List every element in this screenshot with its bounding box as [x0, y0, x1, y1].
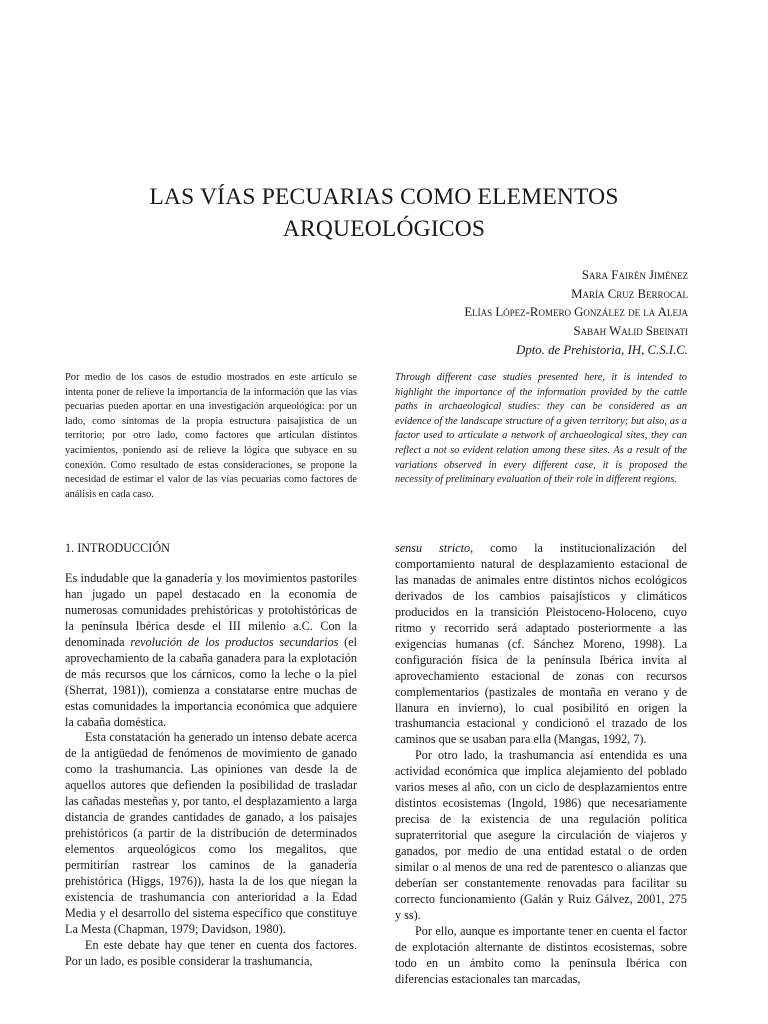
abstract-spanish: Por medio de los casos de estudio mostrados en este artículo se intenta poner de relieve la importancia de la información que las vías pecuarias pueden aportar en una investigación arqueológica: por un lado, como síntomas de la propia estructura paisajística de un territorio; por otro lado, como factores que articulan distintos yacimientos, poniendo así de relieve la lógica que subyace en su conexión. Como resultado de estas consideraciones, se propone la necesidad de estimar el valor de las vías pecuarias como factores de análisis en cada caso. [65, 372, 357, 500]
article-title [60, 181, 708, 245]
body-column-left [65, 541, 357, 970]
paragraph-text: , como la institucionalización del comportamiento natural de desplazamiento estacional de las manadas de animales entre distintos nichos ecológicos derivados de los cambios paisajísticos y climáticos producidos en la transición Pleistoceno-Holoceno, cuyo ritmo y recorrido será adaptado posteriormente a las exigencias humanas (cf. Sánchez Moreno, 1998). La configuración física de la península Ibérica invita al aprovechamiento estacional de zonas con recursos complementarios (pastizales de montaña en verano y de llanura en invierno), lo cual posibilitó en origen la trashumancia estacional y condicionó el trazado de los caminos que se usaban para ella (Mangas, 1992, 7). [395, 541, 688, 747]
section-heading: 1. INTRODUCCIÓN [65, 541, 170, 555]
abstract-english: Through different case studies presented here, it is intended to highlight the importance of the information provided by the cattle paths in archaeological studies: they can be considered as an evidence of the landscape structure of a given territory; but also, as a factor used to articulate a network of archaeological sites, they can reflect a not so evident relation among these sites. As a result of the variations observed in every different case, it is proposed the necessity of preliminary evaluation of their role in different regions. [395, 372, 687, 486]
italic-term: revolución de los productos secundarios [130, 634, 339, 649]
author-name: Elías López-Romero González de la Aleja [464, 305, 688, 320]
body-column-right [395, 541, 687, 988]
author-name: María Cruz Berrocal [571, 286, 688, 301]
italic-term: sensu stricto [395, 541, 471, 555]
body-paragraph: En este debate hay que tener en cuenta dos factores. Por un lado, es posible considerar la trashumancia, [65, 937, 357, 968]
body-paragraph: Por otro lado, la trashumancia así entendida es una actividad económica que implica alejamiento del poblado varios meses al año, con un ciclo de desplazamientos entre distintos ecosistemas (Ingold, 1986) que necesariamente precisa de la existencia de una regulación política supraterritorial que asegure la circulación de viajeros y ganados, por medio de una entidad estatal o de orden similar o al menos de una red de parentesco o alianzas que deberían ser constantemente renovadas para facilitar su correcto funcionamiento (Galán y Ruiz Gálvez, 2001, 275 y ss). [395, 748, 687, 922]
author-block [268, 266, 688, 360]
affiliation: Dpto. de Prehistoria, IH, C.S.I.C. [516, 342, 688, 357]
title-line-1: LAS VÍAS PECUARIAS COMO ELEMENTOS [149, 184, 619, 210]
body-paragraph: Por ello, aunque es importante tener en cuenta el factor de explotación alternante de distintos ecosistemas, sobre todo en un ámbito como la península Ibérica con diferencias estacionales tan marcadas, [395, 923, 687, 986]
author-name: Sabah Walid Sbeinati [573, 324, 688, 339]
title-line-2: ARQUEOLÓGICOS [282, 216, 486, 242]
body-paragraph: Esta constatación ha generado un intenso debate acerca de la antigüedad de fenómenos de movimiento de ganado como la trashumancia. Las opiniones van desde la de aquellos autores que defienden la posibilidad de trasladar las cañadas mesteñas y, por tanto, el desplazamiento a larga distancia de grandes cantidades de ganado, a los paisajes prehistóricos (a partir de la distribución de determinados elementos arqueológicos como los megalitos, que permitirían rastrear los caminos de la ganadería prehistórica (Higgs, 1976)), hasta la de los que niegan la existencia de trashumancia con anterioridad a la Edad Media y el desarrollo del sistema específico que constituye La Mesta (Chapman, 1979; Davidson, 1980). [65, 730, 357, 936]
author-name: Sara Fairén Jiménez [581, 268, 688, 282]
body-paragraph [65, 571, 357, 731]
paragraph-text: Es indudable que la ganadería y los movimientos pastoriles han jugado un papel destacado en la economía de numerosas comunidades prehistóricas y protohistóricas de la península Ibérica desde el III milenio a.C. Con la denominada [65, 570, 357, 649]
body-paragraph [395, 541, 687, 748]
paragraph-text: (el aprovechamiento de la cabaña ganadera para la explotación de más recursos que los cárnicos, como la leche o la piel (Sherrat, 1981)), comienza a constatarse entre muchas de estas comunidades la importancia económica que adquiere la cabaña doméstica. [65, 634, 357, 729]
